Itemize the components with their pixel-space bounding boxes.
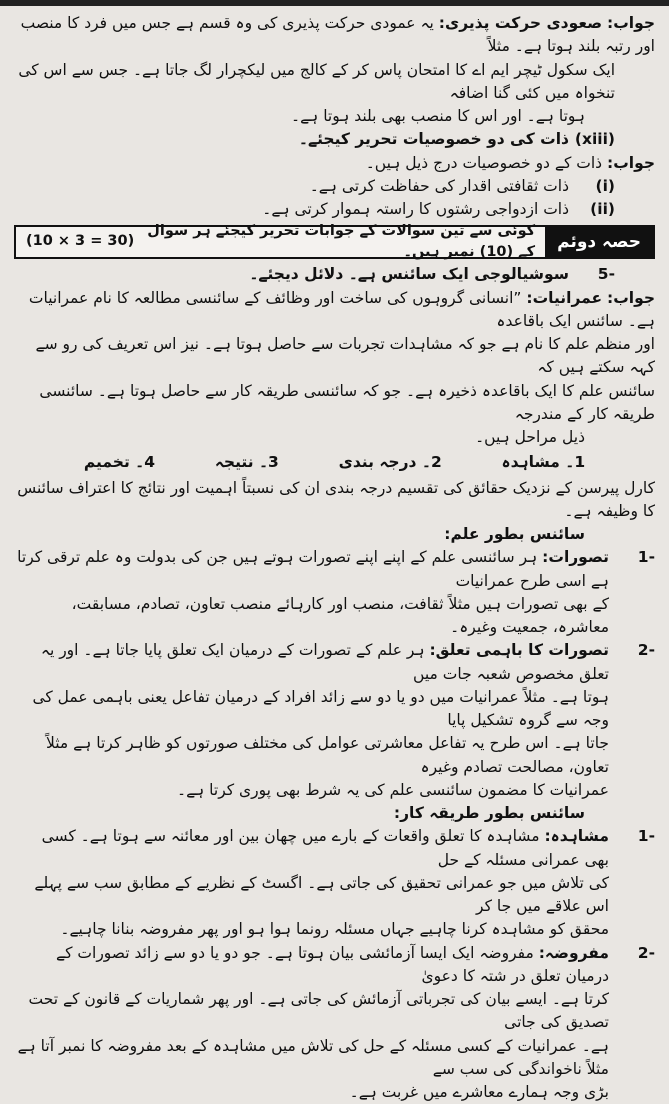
item-number: (i)	[569, 175, 615, 198]
answer-line: اور منظم علم کا نام ہے جو کہ مشاہدات تجربات سے حاصل ہوتا ہے۔ نیز اس تعریف کی رو سے کہہ سکتے ہیں کہ	[14, 333, 655, 380]
point-term: مشاہدہ:	[544, 827, 609, 845]
point-line: مشاہدہ کا تعلق واقعات کے بارے میں چھان بین اور معائنہ سے ہوتا ہے۔ کسی بھی عمرانی مسئلہ کے حل	[42, 827, 609, 868]
item-number: (ii)	[569, 198, 615, 221]
answer-line: ہوتا ہے۔ اور اس کا منصب بھی بلند ہوتا ہے۔	[14, 105, 655, 128]
point-line: بڑی وجہ ہمارے معاشرے میں غربت ہے۔	[14, 1081, 609, 1104]
answer-sociology	[14, 287, 655, 334]
heading-science-as-knowledge: سائنس بطور علم:	[14, 523, 655, 546]
answer-line: ذیل مراحل ہیں۔	[14, 426, 655, 449]
answer-label: جواب:	[607, 14, 655, 32]
step-item: 1۔ مشاہدہ	[502, 451, 586, 474]
point-term: تصورات کا باہمی تعلق:	[429, 641, 609, 659]
point-observation	[14, 825, 655, 941]
point-number: -1	[609, 825, 655, 848]
answer-upward-mobility	[14, 12, 655, 59]
step-item: 4۔ تخمیم	[84, 451, 155, 474]
point-line: کے بھی تصورات ہیں مثلاً ثقافت، منصب اور کارہائے منصب تعاون، تصادم، مسابقت، معاشرہ، جمعیت وغیرہ۔	[14, 593, 609, 640]
answer-text: ذات کے دو خصوصیات درج ذیل ہیں۔	[366, 154, 602, 172]
step-item: 2۔ درجہ بندی	[339, 451, 442, 474]
list-item	[14, 175, 655, 198]
item-text: ذات ثقافتی اقدار کی حفاظت کرتی ہے۔	[14, 175, 569, 198]
point-line: کرتا ہے۔ ایسے بیان کی تجرباتی آزمائش کی جاتی ہے۔ اور پھر شماریات کے قانون کے تحت تصدیق کی جاتی	[14, 988, 609, 1035]
question-number: -5	[569, 263, 615, 286]
point-concept-relations	[14, 639, 655, 802]
point-line: ہے۔ عمرانیات کے کسی مسئلہ کے حل کی تلاش میں مشاہدہ کے بعد مفروضہ کا نمبر آتا ہے مثلاً ناخواندگی کی سب سے	[14, 1035, 609, 1082]
point-hypothesis	[14, 942, 655, 1104]
answer-caste	[14, 152, 655, 175]
answer-text: ”انسانی گروہوں کی ساخت اور وظائف کے سائنسی مطالعہ کا نام عمرانیات ہے۔ سائنس ایک باقاعدہ	[29, 289, 655, 330]
point-concepts	[14, 546, 655, 639]
term-sociology: عمرانیات:	[526, 289, 602, 307]
point-number: -2	[609, 942, 655, 965]
answer-label: جواب:	[607, 154, 655, 172]
karl-pearson-quote: کارل پیرسن کے نزدیک حقائق کی تقسیم درجہ بندی ان کی نسبتاً اہمیت اور نتائج کا اعتراف سائنس کا وظیفہ ہے۔	[14, 477, 655, 524]
answer-label: جواب:	[607, 289, 655, 307]
point-line: کی تلاش میں جو عمرانی تحقیق کی جاتی ہے۔ اگسٹ کے نظریے کے مطابق سب سے پہلے اس علاقے میں جا کر	[14, 872, 609, 919]
step-item: 3۔ نتیجہ	[215, 451, 279, 474]
question-5	[14, 263, 655, 286]
point-line: جاتا ہے۔ اس طرح یہ تفاعل معاشرتی عوامل کی مختلف صورتوں کو ظاہر کرتا ہے مثلاً تعاون، مصالحت تصادم وغیرہ	[14, 732, 609, 779]
section-label: حصہ دوئم	[545, 227, 653, 257]
point-number: -2	[609, 639, 655, 662]
section-header	[14, 225, 655, 259]
point-line: ہر علم کے تصورات کے درمیان ایک تعلق پایا جاتا ہے۔ اور یہ تعلق مخصوص شعبہ جات میں	[41, 641, 609, 682]
answer-text: یہ عمودی حرکت پذیری کی وہ قسم ہے جس میں فرد کا منصب اور رتبہ بلند ہوتا ہے۔ مثلاً	[21, 14, 655, 55]
section-marks: (10 × 3 = 30)	[16, 231, 134, 253]
point-line: عمرانیات کا مضمون سائنسی علم کی یہ شرط بھی پوری کرتا ہے۔	[14, 779, 609, 802]
point-line: ہوتا ہے۔ مثلاً عمرانیات میں دو یا دو سے زائد افراد کے درمیان تفاعل یعنی باہمی عمل کی وجہ سے گروہ تشکیل پایا	[14, 686, 609, 733]
scientific-method-steps	[14, 449, 655, 476]
top-border	[0, 0, 669, 6]
question-text: سوشیالوجی ایک سائنس ہے۔ دلائل دیجئے۔	[14, 263, 569, 286]
point-term: مفروضہ:	[539, 944, 609, 962]
point-term: تصورات:	[542, 548, 609, 566]
question-xiii	[14, 128, 655, 151]
point-line: مفروضہ ایک ایسا آزمائشی بیان ہوتا ہے۔ جو دو یا دو سے زائد تصورات کے درمیان تعلق در شتہ کا دعویٰ	[56, 944, 609, 985]
term-upward-mobility: صعودی حرکت پذیری:	[439, 14, 602, 32]
answer-line: ایک سکول ٹیچر ایم اے کا امتحان پاس کر کے کالج میں لیکچرار لگ جاتا ہے۔ جس سے اس کی تنخواہ میں کئی گنا اضافہ	[14, 59, 655, 106]
point-number: -1	[609, 546, 655, 569]
item-text: ذات ازدواجی رشتوں کا راستہ ہموار کرتی ہے۔	[14, 198, 569, 221]
list-item	[14, 198, 655, 221]
point-line: محقق کو مشاہدہ کرنا چاہیے جہاں مسئلہ رونما ہوا ہو اور پھر مفروضہ بنانا چاہیے۔	[14, 918, 609, 941]
question-text: ذات کی دو خصوصیات تحریر کیجئے۔	[14, 128, 569, 151]
heading-science-as-method: سائنس بطور طریقہ کار:	[14, 802, 655, 825]
section-instruction: کوئی سے تین سوالات کے جوابات تحریر کیجئے ہر سوال کے (10) نمبر ہیں۔	[134, 221, 545, 265]
question-number: (xiii)	[569, 128, 615, 151]
answer-line: سائنس علم کا ایک باقاعدہ ذخیرہ ہے۔ جو کہ سائنسی طریقہ کار سے حاصل ہوتا ہے۔ سائنسی طریقہ کار کے مندرجہ	[14, 380, 655, 427]
point-line: ہر سائنسی علم کے اپنے اپنے تصورات ہوتے ہیں جن کی بدولت وہ علم ترقی کرتا ہے اسی طرح عمرانیات	[17, 548, 609, 589]
